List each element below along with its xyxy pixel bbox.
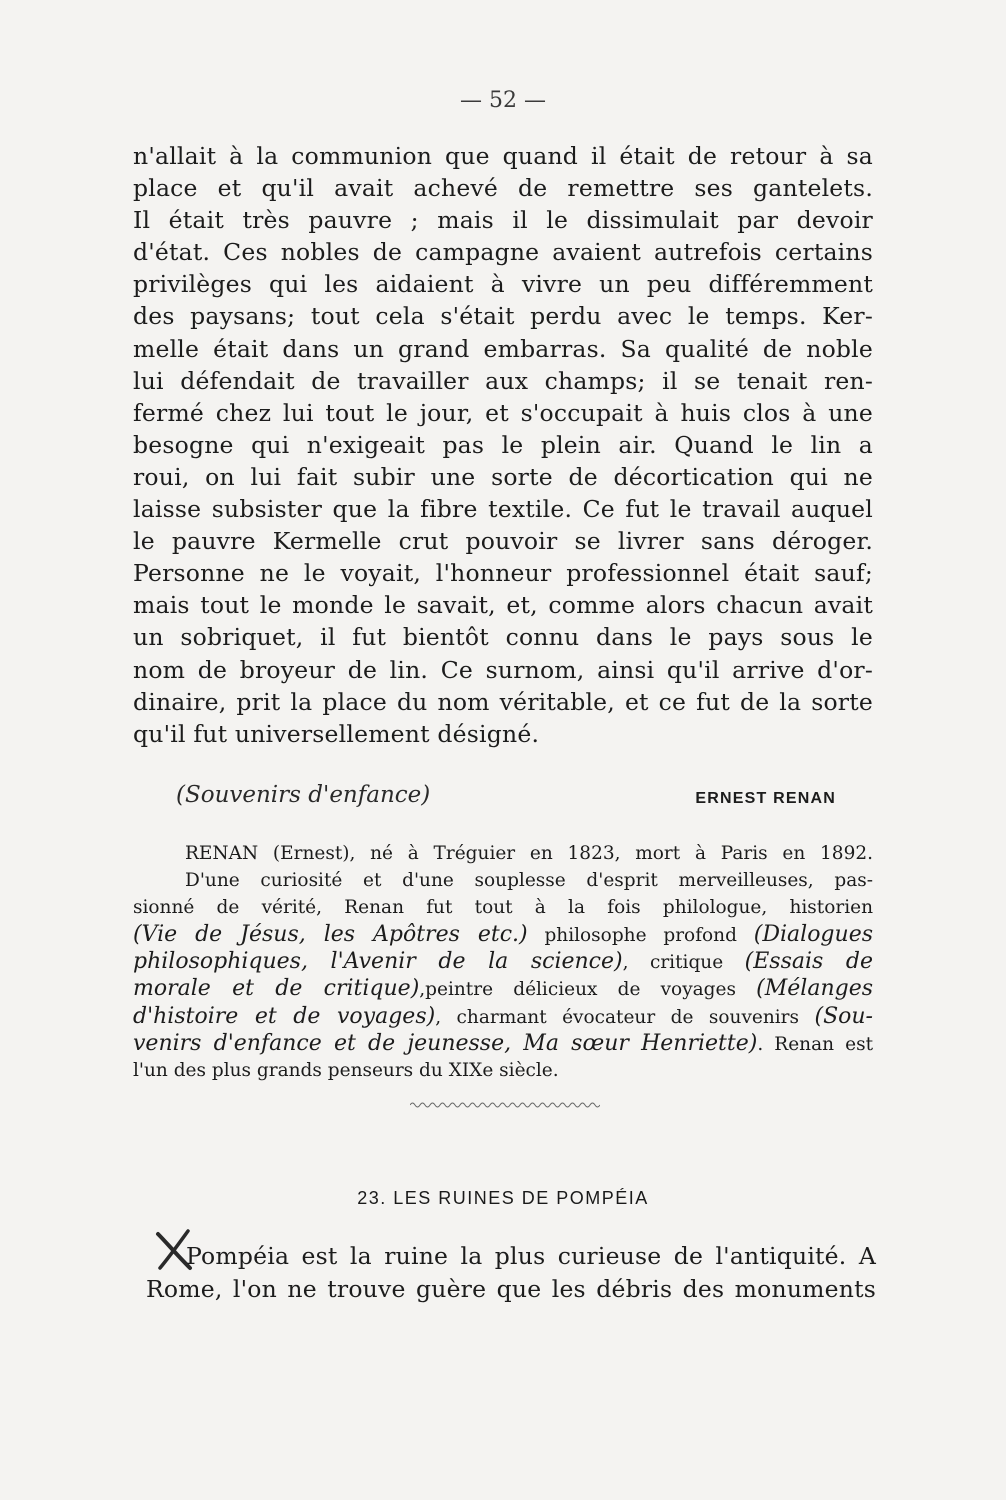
passage-line: Il était très pauvre ; mais il le dissimulait par devoir <box>133 206 873 235</box>
bio-text: ,peintre délicieux de voyages <box>419 979 757 1001</box>
source-title: (Souvenirs d'enfance) <box>176 782 431 808</box>
passage-line: lui défendait de travailler aux champs; il se tenait ren- <box>133 366 873 395</box>
passage-text <box>133 140 873 750</box>
bio-line: sionné de vérité, Renan fut tout à la fois philologue, historien <box>133 897 873 919</box>
passage-line: le pauvre Kermelle crut pouvoir se livrer sans déroger. <box>133 527 873 556</box>
passage-line: d'état. Ces nobles de campagne avaient autrefois certains <box>133 238 873 267</box>
bio-work-title: venirs d'enfance et de jeunesse, Ma sœur Henriette) <box>133 1030 758 1056</box>
passage-line: besogne qui n'exigeait pas le plein air. Quand le lin a <box>133 430 873 459</box>
passage-line: nom de broyeur de lin. Ce surnom, ainsi qu'il arrive d'or- <box>133 655 873 684</box>
passage-line: fermé chez lui tout le jour, et s'occupait à huis clos à une <box>133 398 873 427</box>
bio-line <box>133 975 873 1002</box>
passage-line: un sobriquet, il fut bientôt connu dans le pays sous le <box>133 623 873 652</box>
bio-work-title: (Mélanges <box>756 976 873 1002</box>
passage-line: n'allait à la communion que quand il était de retour à sa <box>133 142 873 170</box>
bio-text: , critique <box>622 952 745 974</box>
bio-work-title: (Sou- <box>814 1003 873 1029</box>
bio-line: l'un des plus grands penseurs du XIXe siècle. <box>133 1059 559 1081</box>
bio-work-title: (Vie de Jésus, les Apôtres etc.) <box>133 922 528 948</box>
bio-work-title: d'histoire et de voyages) <box>133 1003 436 1029</box>
passage-line: place et qu'il avait achevé de remettre ses gantelets. <box>133 174 873 203</box>
passage-line: melle était dans un grand embarras. Sa qualité de noble <box>133 334 873 363</box>
bio-work-title: philosophiques, l'Avenir de la science) <box>133 949 623 975</box>
bio-text: philosophe profond <box>527 925 754 947</box>
author-name: ERNEST RENAN <box>695 790 836 807</box>
bio-line <box>133 1003 873 1030</box>
bio-work-title: (Essais de <box>744 949 874 975</box>
passage-line: dinaire, prit la place du nom véritable, et ce fut de la sorte <box>133 687 873 716</box>
passage-line: Personne ne le voyait, l'honneur professionnel était sauf; <box>133 559 873 588</box>
bio-line <box>133 1030 873 1057</box>
bio-text: , charmant évocateur de souvenirs <box>435 1006 815 1028</box>
author-biography <box>133 840 873 1084</box>
bio-text: . Renan est <box>757 1033 873 1055</box>
passage-line: laisse subsister que la fibre textile. Ce fut le travail auquel <box>133 495 873 524</box>
wavy-divider <box>410 1100 600 1110</box>
passage-line: privilèges qui les aidaient à vivre un peu différemment <box>133 270 873 299</box>
passage-line: qu'il fut universellement désigné. <box>133 719 540 748</box>
passage-line: des paysans; tout cela s'était perdu avec le temps. Ker- <box>133 302 873 331</box>
section-heading: 23. LES RUINES DE POMPÉIA <box>357 1188 649 1208</box>
bio-work-title: (Dialogues <box>753 922 873 948</box>
section-line: Rome, l'on ne trouve guère que les débris des monuments <box>146 1275 876 1303</box>
page-number: — 52 — <box>460 88 546 113</box>
bio-work-title: morale et de critique) <box>133 976 420 1002</box>
passage-line: roui, on lui fait subir une sorte de décortication qui ne <box>133 462 873 491</box>
section-text <box>146 1240 876 1306</box>
passage-line: mais tout le monde le savait, et, comme alors chacun avait <box>133 591 873 620</box>
bio-line: RENAN (Ernest), né à Tréguier en 1823, mort à Paris en 1892. <box>185 843 873 864</box>
bio-line: D'une curiosité et d'une souplesse d'esprit merveilleuses, pas- <box>185 870 873 892</box>
section-line: Pompéia est la ruine la plus curieuse de l'antiquité. A <box>186 1242 876 1270</box>
bio-line <box>133 921 873 948</box>
passage-signature <box>176 782 836 818</box>
bio-line <box>133 948 873 975</box>
